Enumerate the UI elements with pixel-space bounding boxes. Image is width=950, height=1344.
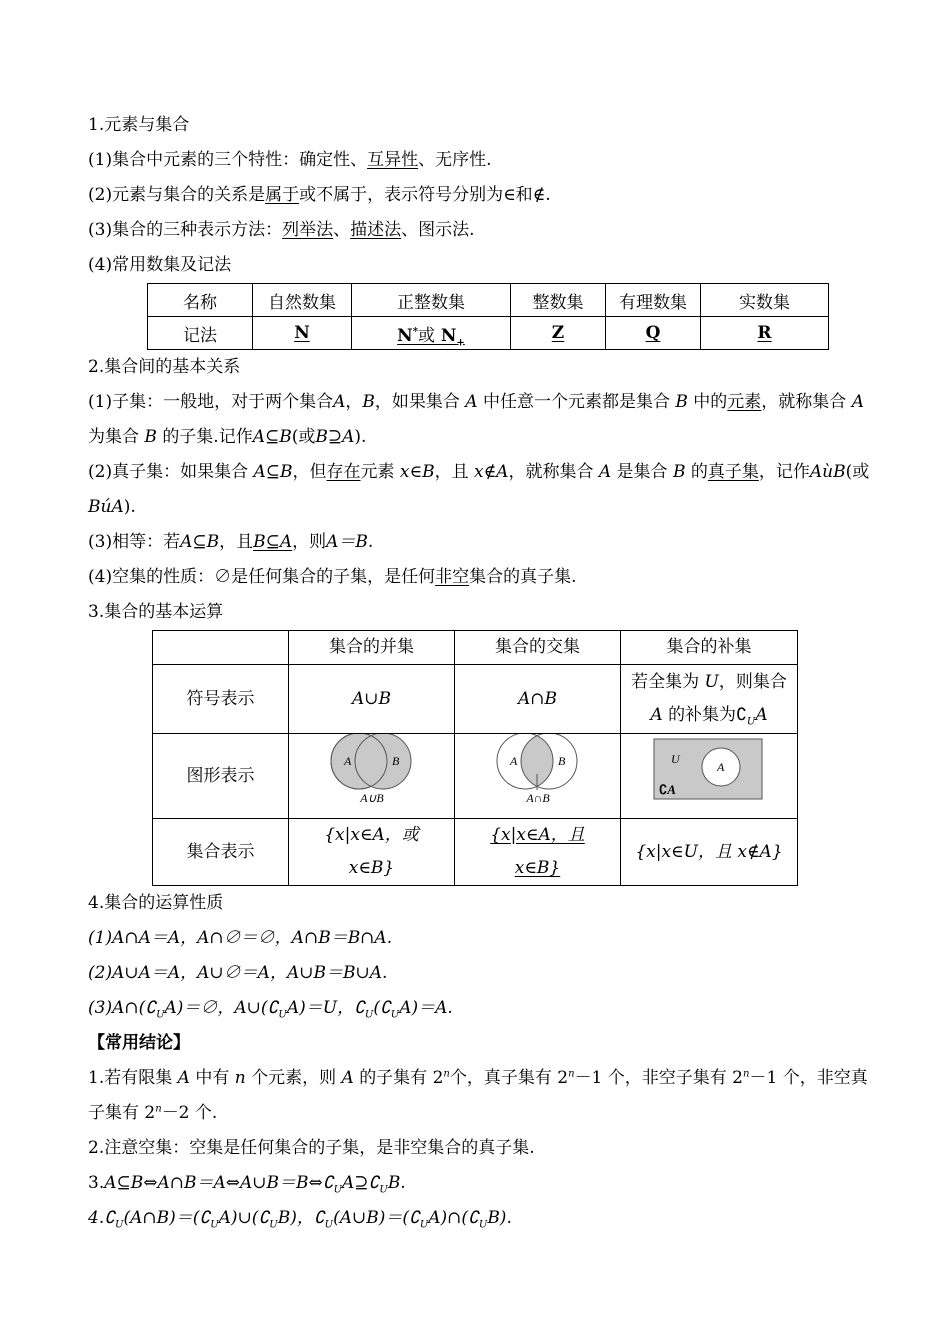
conclusions-heading: 【常用结论】 <box>88 1033 190 1053</box>
label-a: A <box>717 760 725 774</box>
math: B. <box>387 1173 406 1193</box>
label-u: U <box>671 752 680 766</box>
text: (1)集合中元素的三个特性：确定性、 <box>88 150 368 170</box>
text: ，且 <box>219 532 254 552</box>
text: 集合的真子集. <box>469 567 577 587</box>
section-3-title: 3.集合的基本运算 <box>88 602 224 622</box>
table-cell: 符号表示 <box>153 665 289 734</box>
subscript: + <box>456 336 465 348</box>
text: 、 <box>333 220 351 240</box>
superscript: n <box>155 1103 162 1115</box>
complement-label <box>659 782 676 797</box>
underlined-answer: 描述法 <box>350 220 402 240</box>
label-b: B <box>391 754 399 768</box>
text: ，记作 <box>758 462 810 482</box>
subscript: U <box>115 1219 124 1231</box>
superscript: * <box>412 325 418 337</box>
math: A⊇∁ <box>342 1173 380 1193</box>
math: B <box>675 392 688 412</box>
underlined-answer: x∈B} <box>514 858 561 878</box>
subscript: U <box>324 1219 334 1231</box>
subscript: U <box>478 1219 488 1231</box>
text: 1.若有限集 <box>88 1068 173 1088</box>
section-4-title: 4.集合的运算性质 <box>88 893 224 913</box>
text: 或不属于，表示符号分别为∈和∉. <box>299 185 551 205</box>
union-venn-diagram <box>322 734 422 806</box>
text: 是集合 <box>616 462 668 482</box>
table-cell: 图形表示 <box>153 734 289 819</box>
sec4-para-1: (1)A∩A＝A，A∩∅＝∅，A∩B＝B∩A. <box>88 928 393 948</box>
subscript: U <box>269 1219 278 1231</box>
text: ∁ <box>736 705 747 725</box>
table-header-cell: 集合的补集 <box>621 631 798 665</box>
table-row <box>148 284 829 317</box>
text: －2 个. <box>161 1103 218 1123</box>
text: ，则 <box>292 532 327 552</box>
text: ). <box>354 427 367 447</box>
math: A⊆B <box>253 462 293 482</box>
text: A)＝A. <box>399 998 453 1018</box>
label-a: A <box>509 754 517 768</box>
caption-union: A∪B <box>359 791 384 805</box>
text: 、无序性. <box>418 150 492 170</box>
sec2-para-1 <box>88 385 878 455</box>
subscript: U <box>379 1184 388 1196</box>
superscript: n <box>443 1068 450 1080</box>
text: (2)元素与集合的关系是 <box>88 185 266 205</box>
text: 的 <box>690 462 708 482</box>
table-cell <box>289 819 455 886</box>
math: A <box>598 462 612 482</box>
conclusion-2: 2.注意空集：空集是任何集合的子集，是非空集合的真子集. <box>88 1138 535 1158</box>
subscript: U <box>210 1219 219 1231</box>
sec1-para-4: (4)常用数集及记法 <box>88 255 232 275</box>
subscript: U <box>364 1009 374 1021</box>
table-cell: A∩B <box>455 665 621 734</box>
table-header-cell: 集合的并集 <box>289 631 455 665</box>
conclusion-3 <box>88 1166 878 1201</box>
text: B)，∁ <box>277 1208 325 1228</box>
underlined-answer: 元素 <box>727 392 762 412</box>
math: A <box>755 705 768 725</box>
circle-b <box>355 734 411 789</box>
text: －1 个，非空真子集有 2 <box>88 1068 868 1123</box>
table-cell: A∪B <box>289 665 455 734</box>
table-cell: 集合表示 <box>153 819 289 886</box>
sec2-para-4 <box>88 560 878 595</box>
table-cell <box>289 734 455 819</box>
text: (A∪B)＝(∁ <box>333 1208 420 1228</box>
table-cell <box>701 317 829 350</box>
superscript: n <box>743 1068 750 1080</box>
math: U <box>704 672 719 692</box>
math: A <box>177 1068 190 1088</box>
table-cell <box>352 317 511 350</box>
complement-venn-diagram <box>653 738 765 802</box>
sec4-para-3 <box>88 991 878 1026</box>
underlined-answer: B⊆A <box>253 532 293 552</box>
text: (或 <box>845 462 870 482</box>
text: (3)相等：若 <box>88 532 181 552</box>
table-header-cell: 实数集 <box>701 284 829 317</box>
text: 个元素，则 <box>251 1068 337 1088</box>
math: A⊆B <box>180 532 220 552</box>
math: A⊆B⇔A∩B＝A⇔A∪B＝B⇔∁ <box>104 1173 334 1193</box>
table-cell <box>621 734 798 819</box>
text: 、图示法. <box>401 220 475 240</box>
table-header-cell: 自然数集 <box>253 284 352 317</box>
table-header-cell <box>153 631 289 665</box>
math: A <box>341 1068 354 1088</box>
text: (3)集合的三种表示方法： <box>88 220 283 240</box>
text: (A∩B)＝(∁ <box>123 1208 211 1228</box>
math: B <box>672 462 686 482</box>
text: ， <box>345 392 363 412</box>
document-page <box>88 108 878 1236</box>
table-row <box>153 665 798 734</box>
table-header-cell: 有理数集 <box>606 284 701 317</box>
math: A <box>333 392 346 412</box>
table-header-cell: 正整数集 <box>352 284 511 317</box>
table-cell <box>253 317 352 350</box>
superscript: n <box>568 1068 575 1080</box>
math: A＝B <box>326 532 368 552</box>
table-header-cell: 集合的交集 <box>455 631 621 665</box>
text: A)＝∅，A∪(∁ <box>164 998 279 1018</box>
subscript: U <box>419 1219 429 1231</box>
table-row <box>153 631 798 665</box>
math: A <box>851 392 864 412</box>
label-b: B <box>557 754 565 768</box>
text: ，如果集合 <box>374 392 460 412</box>
text: ，就称集合 <box>761 392 847 412</box>
text: 个，真子集有 2 <box>449 1068 569 1088</box>
math: A <box>650 705 663 725</box>
text: ). <box>123 497 136 517</box>
table-row <box>153 734 798 819</box>
text: {x|x∈A，或 <box>324 825 419 845</box>
sec4-para-2: (2)A∪A＝A，A∪∅＝A，A∪B＝B∪A. <box>88 963 388 983</box>
text: N <box>440 325 457 346</box>
subscript: U <box>333 1184 343 1196</box>
underlined-answer: {x|x∈A，且 <box>490 825 585 845</box>
text: 若全集为 <box>631 672 700 692</box>
section-1-title: 1.元素与集合 <box>88 115 190 135</box>
symbol-nstar <box>397 326 465 346</box>
math: A⊆B <box>252 427 292 447</box>
math: x∈B <box>399 462 435 482</box>
underlined-answer: 互异性 <box>367 150 419 170</box>
sec1-para-3 <box>88 213 878 248</box>
intersection-venn-diagram <box>488 734 588 806</box>
math: A <box>465 392 478 412</box>
subscript: U <box>156 1009 165 1021</box>
text: (4)空集的性质：∅是任何集合的子集，是任何 <box>88 567 436 587</box>
underlined-answer: 存在 <box>326 462 361 482</box>
table-cell: 记法 <box>148 317 253 350</box>
math: AùB <box>809 462 846 482</box>
sec2-para-2 <box>88 455 878 525</box>
table-row <box>153 819 798 886</box>
text: A)∩(∁ <box>428 1208 479 1228</box>
table-cell: {x|x∈U，且 x∉A} <box>621 819 798 886</box>
math: x∉A <box>474 462 509 482</box>
text: (3)A∩(∁ <box>88 998 157 1018</box>
math: B <box>144 427 157 447</box>
subscript: U <box>746 716 756 728</box>
table-cell <box>511 317 606 350</box>
math: n <box>234 1068 246 1088</box>
text: B). <box>487 1208 512 1228</box>
math: A <box>667 782 676 797</box>
sec1-para-1 <box>88 143 878 178</box>
text: A)＝U，∁ <box>286 998 365 1018</box>
table-cell <box>455 819 621 886</box>
number-sets-table <box>147 283 829 350</box>
text: ，但 <box>292 462 327 482</box>
table-cell <box>621 665 798 734</box>
conclusion-1 <box>88 1061 878 1131</box>
table-cell <box>606 317 701 350</box>
symbol-z: Z <box>551 323 565 343</box>
text: . <box>367 532 374 552</box>
text: 中的 <box>693 392 728 412</box>
underlined-answer: 属于 <box>265 185 300 205</box>
text: (或 <box>291 427 316 447</box>
caption-intersection: A∩B <box>525 791 550 805</box>
symbol-n: N <box>294 323 310 343</box>
underlined-answer: 列举法 <box>282 220 334 240</box>
text: 或 <box>417 325 435 346</box>
sec1-para-2 <box>88 178 878 213</box>
text: x∈B} <box>348 858 395 878</box>
table-header-cell: 名称 <box>148 284 253 317</box>
symbol-r: R <box>757 323 772 343</box>
text: ，就称集合 <box>508 462 594 482</box>
sec2-para-3 <box>88 525 878 560</box>
conclusion-4 <box>88 1201 878 1236</box>
text: ∁ <box>659 782 668 797</box>
text: ，且 <box>434 462 469 482</box>
underlined-answer: 真子集 <box>707 462 759 482</box>
table-cell <box>455 734 621 819</box>
table-header-cell: 整数集 <box>511 284 606 317</box>
symbol-q: Q <box>645 323 661 343</box>
subscript: U <box>390 1009 400 1021</box>
underlined-answer: 非空 <box>435 567 470 587</box>
text: 为集合 <box>88 427 139 447</box>
subscript: U <box>278 1009 287 1021</box>
text: 中有 <box>195 1068 230 1088</box>
text: ，则集合 <box>718 672 787 692</box>
math: B <box>362 392 375 412</box>
text: N <box>397 325 413 346</box>
section-2-title: 2.集合间的基本关系 <box>88 357 241 377</box>
text: 的补集为 <box>668 705 737 725</box>
text: 中任意一个元素都是集合 <box>482 392 670 412</box>
text: 的子集有 2 <box>359 1068 444 1088</box>
math: B⊇A <box>315 427 355 447</box>
set-operations-table <box>152 630 798 886</box>
table-row <box>148 317 829 350</box>
text: A)∪(∁ <box>218 1208 270 1228</box>
text: 元素 <box>360 462 395 482</box>
text: 的子集.记作 <box>162 427 253 447</box>
math: BúA <box>88 497 124 517</box>
label-a: A <box>343 754 351 768</box>
text: (∁ <box>373 998 391 1018</box>
text: －1 个，非空子集有 2 <box>574 1068 744 1088</box>
text: 3. <box>88 1173 105 1193</box>
text: (2)真子集：如果集合 <box>88 462 249 482</box>
text: 4.∁ <box>88 1208 116 1228</box>
text: (1)子集：一般地，对于两个集合 <box>88 392 334 412</box>
